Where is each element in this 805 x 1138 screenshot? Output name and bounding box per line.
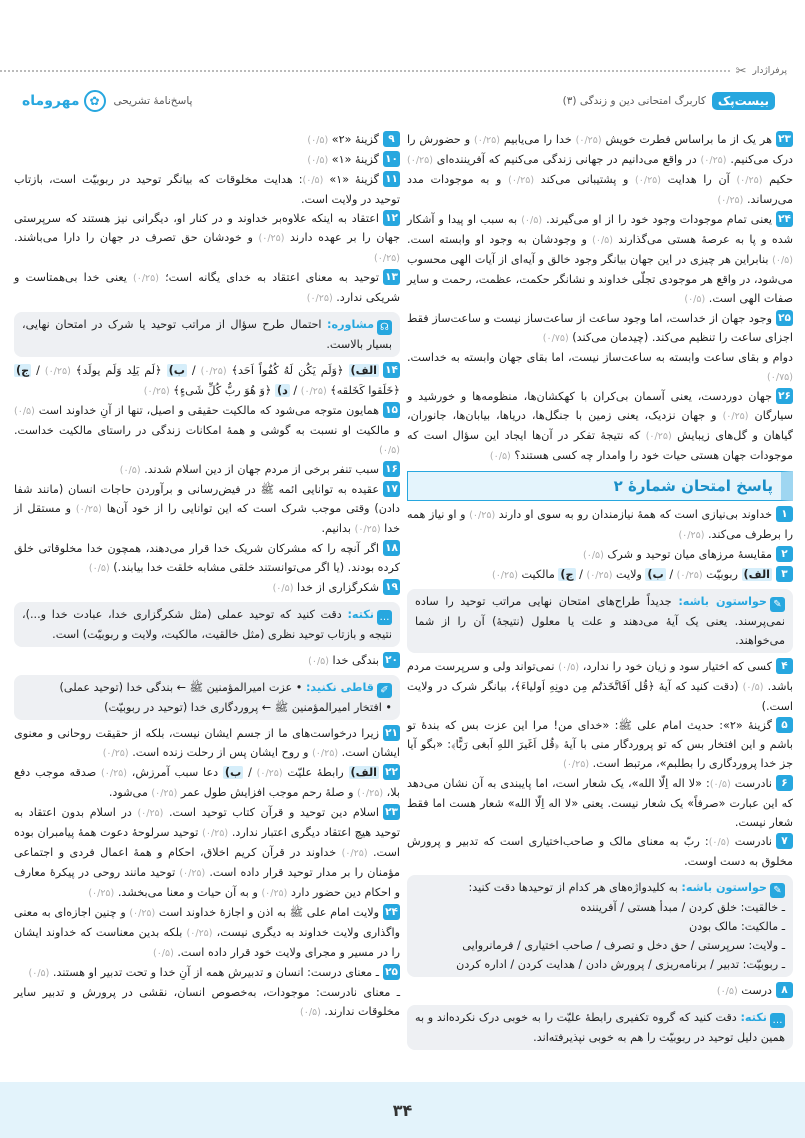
answer-text: و پشتیبانی می‌کند (534, 173, 636, 186)
score-label: (۰/۲۵) (736, 175, 763, 186)
score-label: (۰/۲۵) (678, 530, 705, 541)
answer-item (407, 981, 793, 1001)
answer-text: صدقه موجب دفع بلا، (14, 766, 400, 799)
alert-icon: ✎ (770, 597, 785, 612)
question-number-badge: ۱۵ (383, 402, 400, 418)
note-line: ـ ربوبیّت: تدبیر / برنامه‌ریزی / پرورش دادن / هدایت کردن / اداره کردن (456, 958, 785, 971)
question-number-badge: ۲۱ (383, 725, 400, 741)
score-label: (۰/۵) (684, 294, 706, 305)
answer-item (14, 268, 400, 308)
score-label: (۰/۲۵) (300, 386, 327, 397)
answer-text: یعنی خدا بی‌همتاست و شریکی ندارد. (14, 271, 400, 304)
question-number-badge: ۳ (776, 566, 793, 582)
score-label: (۰/۷۵) (767, 372, 793, 383)
answer-text: و مالکیت او نسبت به گوشی و همهٔ امکانات زندگی در راستای مالکیت خداست. (14, 424, 400, 437)
answer-text: می‌شود. (108, 786, 152, 799)
answer-text: رابطهٔ علیّت (282, 766, 349, 779)
score-label: (۰/۵) (307, 155, 329, 166)
speech-bubble-icon: … (770, 1013, 785, 1028)
answer-text: مقایسهٔ مرزهای میان توحید و شرک (603, 548, 772, 561)
question-number-badge: ۴ (776, 658, 793, 674)
score-label: (۰/۲۵) (491, 570, 518, 581)
answer-text: در واقع می‌دانیم در جهانی زندگی می‌کنیم که آفریننده‌ای (432, 153, 701, 166)
question-number-badge: ۱۷ (383, 481, 400, 497)
answer-text: ﴿خَلَقوا کَخَلقه﴾ (326, 384, 400, 397)
page-header (22, 88, 775, 114)
score-label: (۰/۵) (742, 682, 764, 693)
score-label: (۰/۲۵) (508, 175, 535, 186)
score-label: (۰/۲۵) (645, 431, 672, 442)
score-label: (۰/۲۵) (717, 195, 744, 206)
question-number-badge: ۹ (383, 131, 400, 147)
answer-text: ـ معنای نادرست: موجودات، به‌خصوص انسان، نقشی در پرورش و تدبیر سایر مخلوقات ندارند. (14, 986, 400, 1018)
question-number-badge: ۱ (776, 506, 793, 522)
answer-text: ـ معنای درست: انسان و تدبیرش همه از آنِ خدا و تحت تدبیر او هستند. (49, 966, 379, 979)
score-label: (۰/۵) (300, 1007, 321, 1018)
note-title: مشاوره: (327, 318, 374, 331)
answer-item (14, 578, 400, 598)
answer-text: حکیم (762, 173, 793, 186)
answer-text: / (575, 568, 587, 581)
score-label: (۰/۲۵) (179, 868, 206, 879)
answer-text: نمی‌تواند ولی و سرپرست مردم باشد. (407, 660, 793, 693)
answer-text: خدا را می‌یابیم (499, 133, 576, 146)
answer-text: مالکیت (517, 568, 559, 581)
answer-text: یعنی تمام موجودات وجود خود را از او می‌گیرند. (542, 213, 772, 226)
answer-text: و حضورش را درک می‌کنیم. (407, 133, 793, 166)
question-number-badge: ۲۳ (383, 804, 400, 820)
answer-item (14, 480, 400, 539)
answer-text: که نتیجهٔ تفکر در آن‌ها ایجاد این سؤال است که موجودات جهان هستی حیات خود را وامدار چه کسی هستند؟ (407, 429, 793, 462)
answer-text: و او نیاز همه را برطرف می‌کند. (407, 508, 793, 541)
section-title: پاسخ امتحان شمارهٔ ۲ (613, 476, 773, 495)
score-label: (۰/۲۵) (129, 908, 156, 919)
answer-text: / (665, 568, 677, 581)
note-line: ـ ولایت: سرپرستی / حق دخل و تصرف / صاحب اختیاری / فرمانروایی (462, 939, 785, 952)
answer-text: عقیده به توانایی ائمه ﷺ در فیض‌رسانی و برآوردن حاجات انسان (مانند شفا دادن) وقتی موجب شرک است که این توانایی را از خود آن‌ها (14, 483, 401, 515)
answer-text: و خودشان حق تصرف در جهان را دارا می‌باشند. (14, 231, 259, 244)
question-number-badge: ۲ (776, 546, 793, 562)
score-label: (۰/۲۵) (469, 510, 496, 521)
answer-item (14, 150, 400, 170)
score-label: (۰/۵) (521, 215, 543, 226)
answer-text: آن را هدایت (661, 173, 737, 186)
question-number-badge: ۲۳ (776, 131, 793, 147)
answer-item (407, 565, 793, 585)
question-number-badge: ۱۶ (383, 461, 400, 477)
answer-text: ﴿وَلَم یَکُن لَهُ کُفُواً اَحَد﴾ (226, 364, 349, 377)
score-label: (۰/۲۵) (133, 273, 159, 284)
score-label: (۰/۲۵) (88, 888, 115, 899)
answer-text: درست (737, 984, 772, 997)
score-label: (۰/۲۵) (102, 748, 129, 759)
alert-icon: ✎ (770, 883, 785, 898)
answer-item (407, 505, 793, 545)
score-label: (۰/۲۵) (341, 848, 368, 859)
answer-item (14, 539, 400, 578)
answer-text: نادرست (729, 835, 772, 848)
note-text: • عزت امیرالمؤمنین ﷺ ← بندگی خدا (توحید عملی) (59, 681, 306, 694)
option-label: ب) (224, 766, 242, 779)
score-label: (۰/۲۵) (261, 888, 288, 899)
answer-item (14, 724, 400, 763)
answer-text: و جهان نزدیک، یعنی زمین با جنگل‌ها، دریاها، بیابان‌ها، جانوران، گیاهان و گل‌های زیبایش (407, 409, 793, 442)
score-label: (۰/۲۵) (200, 366, 227, 377)
note-text: به کلیدواژه‌های هر کدام از توحیدها دقت کنید: (468, 881, 682, 894)
score-label: (۰/۵) (88, 563, 110, 574)
option-label: ج) (560, 568, 574, 581)
answer-item (14, 963, 400, 1022)
note-box (14, 602, 400, 647)
answer-text: خداوند در قرآن کریم اخلاق، احکام و همهٔ اعمال فردی و اجتماعی مؤمنان را بر مدار توحید قرار داده است. (14, 846, 400, 879)
score-label: (۰/۵) (302, 175, 324, 186)
note-text: دقت کنید که گروه تکفیری رابطهٔ علیّت را به خوبی درک نکرده‌اند و به همین دلیل توحید در ربوبیّت را هم به خوبی نپذیرفته‌اند. (415, 1011, 785, 1044)
score-label: (۰/۵) (592, 235, 613, 246)
question-number-badge: ۱۱ (383, 171, 400, 187)
answer-text: بلکه بدین معناست که خداوند ایشان را در مسیر و مجرای ولایت خود قرار داده است. (14, 926, 400, 959)
answer-item (407, 387, 793, 466)
note-box (407, 875, 793, 977)
score-label: (۰/۲۵) (354, 524, 381, 535)
answer-text: جهان دوردست، یعنی آسمان بی‌کران با کهکشان‌ها، منظومه‌ها و خورشید و سیارگان (407, 390, 793, 422)
answer-text: زیرا درخواست‌های ما از جسم ایشان نیست، بلکه از حقیقت روحانی و معنوی ایشان است. (14, 727, 400, 759)
score-label: (۰/۲۵) (143, 386, 170, 397)
answer-text: / (31, 364, 45, 377)
question-number-badge: ۱۹ (383, 579, 400, 595)
answer-item (14, 763, 400, 803)
answer-text: اگر آنچه را که مشرکان شریک خدا قرار می‌دهند، همچون خدا مخلوقاتی خلق کرده بودند. (یا اگر می‌توانستند خلقی مشابه خلقت خدا بیابند.) (14, 542, 400, 574)
score-label: (۰/۵) (709, 779, 731, 790)
publisher-logo (22, 90, 106, 112)
note-title: حواستون باشه: (678, 595, 767, 608)
score-label: (۰/۵) (379, 445, 400, 456)
answer-item (14, 401, 400, 460)
answer-text: ﴿وَ هُوَ ربُّ کُلِّ شَیءٍ﴾ (169, 384, 275, 397)
score-label: (۰/۵) (716, 986, 738, 997)
answer-text: ولایت (612, 568, 646, 581)
score-label: (۰/۵) (119, 465, 141, 476)
right-column (407, 130, 793, 1054)
answer-text: و به موجودات مدد می‌رساند. (407, 173, 793, 206)
note-title: قاطی نکنید: (305, 681, 374, 694)
answer-item (14, 209, 400, 268)
score-label: (۰/۵) (772, 255, 793, 266)
score-label: (۰/۲۵) (75, 504, 102, 515)
score-label: (۰/۵) (28, 968, 50, 979)
score-label: (۰/۲۵) (151, 788, 178, 799)
cut-line (0, 64, 787, 78)
answer-text: وجود جهان از خداست، اما وجود ساعت از ساعت‌ساز نیست و ساعت‌ساز فقط اجزای ساعت را تنظیم می‌کند. (چیدمان می‌کند) (407, 312, 793, 344)
book-title: کاربرگ امتحانی دین و زندگی (۳) (562, 95, 706, 107)
note-text: دقت کنید که توحید عملی (مثل شکرگزاری خدا، عبادت خدا و...)، نتیجه و بازتاب توحید نظری (مثل خالقیت، مالکیت، ولایت و ربوبیّت) است. (22, 608, 392, 641)
note-box (407, 1005, 793, 1050)
answer-item (14, 170, 400, 209)
page-number: ۳۴ (392, 1100, 413, 1120)
note-box (14, 675, 400, 720)
question-number-badge: ۱۰ (383, 151, 400, 167)
answer-text: دعا سبب آمرزش، (127, 766, 223, 779)
answer-text: و به آن حیات و معنا می‌بخشد. (114, 886, 262, 899)
answer-text: ربوبیّت (702, 568, 742, 581)
cut-label: پرفراژدار (752, 66, 787, 76)
dotted-divider (0, 70, 730, 72)
option-label: الف) (743, 568, 770, 581)
answer-item (14, 903, 400, 963)
answer-text: به سبب او پیدا و آشکار شده و پا به عرصهٔ هستی می‌گذارند (407, 213, 793, 246)
answer-item (14, 651, 400, 671)
question-number-badge: ۲۵ (776, 310, 793, 326)
score-label: (۰/۵) (583, 550, 604, 561)
answer-text: ولایت امام علی ﷺ به اذن و اجازهٔ خداوند است (155, 906, 379, 919)
option-label: ب) (647, 568, 664, 581)
page-footer (0, 1082, 805, 1138)
answer-text: در اسلام بدون اعتقاد به توحید هیچ اعتقاد دیگری اعتبار ندارد. (14, 806, 400, 839)
brand-badge: بیست‌پک (712, 92, 775, 110)
answer-text: / (186, 364, 201, 377)
note-box (407, 589, 793, 653)
answer-text: و چنین اجازه‌ای به معنی واگذاری ولایت خداوند به دیگری نیست، (14, 906, 400, 939)
question-number-badge: ۱۴ (383, 362, 400, 378)
headset-icon: ☊ (377, 320, 392, 335)
note-box (14, 312, 400, 357)
question-number-badge: ۱۸ (383, 540, 400, 556)
answer-text: و مستقل از خدا (14, 502, 400, 535)
option-label: الف) (350, 766, 377, 779)
answer-text: (دقت کنید که آیهٔ ﴿قُل اَفَاتَّخَذتُم مِن دونِهِ اَولیاءَ﴾، بیانگر شرک در ولایت است.) (407, 680, 793, 713)
score-label: (۰/۲۵) (186, 928, 213, 939)
score-label: (۰/۵) (308, 656, 329, 667)
answer-item (14, 361, 400, 401)
score-label: (۰/۲۵) (137, 808, 164, 819)
answer-item (407, 832, 793, 871)
question-number-badge: ۲۰ (383, 652, 400, 668)
score-label: (۰/۵) (708, 837, 730, 848)
answer-text: هر یک از ما براساس فطرت خویش (601, 133, 772, 146)
answer-item (407, 774, 793, 832)
speech-bubble-icon: … (377, 610, 392, 625)
answer-text: : «لا اله اِلّا الله»، یک شعار است، اما پایبندی به آن نشان می‌دهد که این عبارت «صرفاً» یک شعار نیست. یعنی «لا اله اِلّا الله» شعار هست اما فقط شعار نیست. (407, 777, 793, 829)
question-number-badge: ۶ (776, 775, 793, 791)
answer-text: / (243, 766, 257, 779)
option-label: ج) (16, 364, 30, 377)
answer-item (407, 657, 793, 716)
answer-item (14, 803, 400, 903)
score-label: (۰/۲۵) (44, 366, 71, 377)
answer-text: نادرست (730, 777, 772, 790)
note-title: حواستون باشه: (681, 881, 767, 894)
section-header (407, 471, 793, 501)
answer-text: و صلهٔ رحم موجب افزایش طول عمر (177, 786, 358, 799)
section-subtitle: پاسخ‌نامهٔ تشریحی (113, 95, 193, 107)
option-label: د) (276, 384, 288, 397)
answer-text: : هدایت مخلوقات که بیانگر توحید در ربوبیّت است، بازتاب توحید در ولایت است. (14, 173, 400, 206)
question-number-badge: ۱۲ (383, 210, 400, 226)
score-label: (۰/۲۵) (374, 253, 400, 264)
score-label: (۰/۲۵) (474, 135, 500, 146)
score-label: (۰/۵) (14, 406, 35, 417)
score-label: (۰/۲۵) (586, 570, 613, 581)
butterfly-icon: ✿ (84, 90, 106, 112)
question-number-badge: ۷ (776, 833, 793, 849)
answer-text: شکرگزاری از خدا (293, 581, 379, 594)
score-label: (۰/۵) (489, 451, 511, 462)
question-number-badge: ۲۵ (383, 964, 400, 980)
score-label: (۰/۲۵) (256, 768, 283, 779)
answer-text: خداوند بی‌نیازی است که همهٔ نیازمندان رو به سوی او دارند (495, 508, 772, 521)
pencil-icon: ✐ (377, 683, 392, 698)
left-column (14, 130, 400, 1022)
publisher-name: مهروماه (22, 93, 80, 109)
score-label: (۰/۲۵) (101, 768, 127, 779)
answer-text: و روح ایشان پس از رحلت زنده است. (128, 746, 313, 759)
score-label: (۰/۷۵) (542, 333, 569, 344)
score-label: (۰/۲۵) (312, 748, 339, 759)
answer-text: اسلام دین توحید و قرآن کتاب توحید است. (163, 806, 379, 819)
answer-item (407, 716, 793, 774)
answer-item (407, 309, 793, 387)
answer-text: دوام و بقای ساعت وابسته به ساعت‌ساز نیست، اما بقای جهان وابسته به خداست. (407, 351, 793, 364)
question-number-badge: ۲۴ (776, 211, 793, 227)
answer-item (407, 210, 793, 309)
note-line: ـ مالکیت: مالک بودن (689, 920, 785, 933)
answer-text: : ربّ به معنای مالک و صاحب‌اختیاری است که تدبیر و پرورش مخلوق به دست اوست. (407, 835, 793, 868)
question-number-badge: ۱۳ (383, 269, 400, 285)
answer-text: کسی که اختیار سود و زیان خود را ندارد، (579, 660, 772, 673)
question-number-badge: ۲۴ (383, 904, 400, 920)
answer-text: / (289, 384, 301, 397)
answer-item (407, 545, 793, 565)
option-label: الف) (350, 364, 378, 377)
answer-text: توحید سرلوحهٔ دعوت همهٔ پیامبران بوده است. (14, 826, 400, 859)
score-label: (۰/۲۵) (202, 828, 229, 839)
score-label: (۰/۲۵) (563, 759, 590, 770)
answer-text: گزینهٔ «۲»: حدیث امام علی ﷺ: «خدای من! مرا این عزت بس که بندهٔ تو باشم و این افتخار بس که تو پروردگار منی با آیهٔ ﴿قُل اَغَیرَ اللهِ اَبغی رَبًّا﴾: «بگو آیا جز خدا پروردگاری را بطلبم»، مرتبط است. (407, 719, 793, 770)
scissors-icon: ✂ (735, 63, 747, 79)
option-label: ب) (168, 364, 185, 377)
question-number-badge: ۲۲ (383, 764, 400, 780)
score-label: (۰/۵) (152, 948, 174, 959)
answer-text: توحید به معنای اعتقاد به خدای یگانه است؛ (158, 271, 380, 284)
score-label: (۰/۲۵) (700, 155, 727, 166)
answer-text: بدانیم. (321, 522, 355, 535)
question-number-badge: ۵ (776, 717, 793, 733)
score-label: (۰/۵) (272, 583, 294, 594)
score-label: (۰/۵) (558, 662, 580, 673)
answer-text: گزینهٔ «۲» (328, 133, 379, 146)
answer-text: بنابراین هر چیزی در این جهان بیانگر وجود خالق و آیه‌ای از آیات الهی محسوب می‌شود، در واقع هر موجودی تجلّی خداوند و نشانگر حکمت، عظمت، رحمت و سایر صفات الهی است. (407, 253, 793, 305)
answer-item (14, 460, 400, 480)
question-number-badge: ۸ (776, 982, 793, 998)
note-text: احتمال طرح سؤال از مراتب توحید یا شرک در امتحان نهایی، بسیار بالاست. (22, 318, 392, 351)
note-title: نکته: (347, 608, 374, 621)
note-line: ـ خالقیت: خلق کردن / مبدأ هستی / آفریننده (580, 901, 785, 914)
answer-text: اعتقاد به اینکه علاوه‌بر خداوند و در کنار او، دیگرانی نیز هستند که سرپرستی جهان را بر عهده دارند (14, 212, 400, 244)
score-label: (۰/۲۵) (357, 788, 384, 799)
answer-text: بندگی خدا (328, 654, 379, 667)
score-label: (۰/۲۵) (258, 233, 285, 244)
score-label: (۰/۲۵) (306, 293, 333, 304)
score-label: (۰/۵) (307, 135, 329, 146)
score-label: (۰/۲۵) (635, 175, 661, 186)
answer-text: ﴿لَم یَلِد وَلَم یولَد﴾ (70, 364, 167, 377)
answer-text: همایون متوجه می‌شود که مالکیت حقیقی و اصیل، تنها از آنِ خداوند است (34, 404, 379, 417)
note-title: نکته: (740, 1011, 767, 1024)
answer-text: سبب تنفر برخی از مردم جهان از دین اسلام شدند. (140, 463, 379, 476)
score-label: (۰/۲۵) (575, 135, 602, 146)
note-line: • افتخار امیرالمؤمنین ﷺ ← پروردگاری خدا (توحید در ربوبیّت) (104, 701, 392, 714)
answer-item (407, 130, 793, 210)
answer-text: و وجودشان به وجود او وابسته است. (407, 233, 593, 246)
score-label: (۰/۲۵) (722, 411, 749, 422)
answer-item (14, 130, 400, 150)
score-label: (۰/۲۵) (407, 155, 433, 166)
note-text: جدیداً طراح‌های امتحان نهایی مراتب توحید را ساده نمی‌پرسند. یعنی یک آیهٔ می‌دهند و علت یا معلول (نتیجهٔ) آن را از شما می‌خواهند. (415, 595, 785, 647)
answer-text: توحید مانند روحی در پیکرهٔ معارف و احکام دین حضور دارد (14, 866, 400, 899)
answer-text: گزینهٔ «۱» (323, 173, 379, 186)
question-number-badge: ۲۶ (776, 388, 793, 404)
answer-text: گزینهٔ «۱» (328, 153, 379, 166)
score-label: (۰/۲۵) (676, 570, 703, 581)
